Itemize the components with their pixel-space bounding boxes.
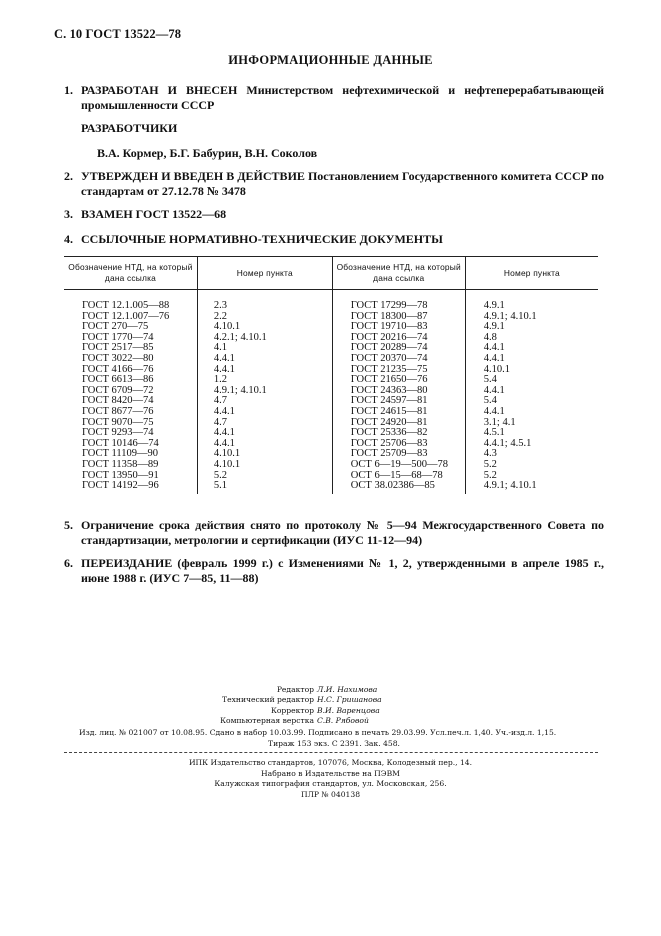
clause-number-left: 4.10.1	[197, 449, 332, 460]
clause-number-right: 5.4	[483, 374, 497, 386]
clause-number-left: 2.2	[197, 312, 332, 323]
clause-number-right: 4.4.1	[483, 405, 505, 417]
ntd-designation-right: ОСТ 38.02386—85	[332, 481, 465, 494]
credit-role: Корректор	[270, 705, 314, 715]
publisher-line: Калужская типография стандартов, ул. Московская, 256.	[214, 779, 447, 789]
section-text: УТВЕРЖДЕН И ВВЕДЕН В ДЕЙСТВИЕ Постановлением Государственного комитета СССР по стандартам от 27.12.78 № 3478	[81, 169, 604, 198]
ntd-designation-left: ГОСТ 10146—74	[82, 437, 159, 449]
clause-number-right: 4.4.1	[483, 384, 505, 396]
credit-person: Л.И. Нахимова	[317, 685, 378, 694]
table-row	[64, 301, 598, 312]
section-number: 3.	[64, 207, 73, 221]
developers-heading: РАЗРАБОТЧИКИ	[81, 121, 178, 135]
header-doc-designation-right: Обозначение НТД, на который дана ссылка	[332, 257, 465, 290]
imprint-block	[64, 728, 604, 750]
clause-number-right: 4.9.1	[483, 321, 505, 333]
credit-line	[0, 695, 661, 705]
publisher-line: ПЛР № 040138	[300, 789, 361, 799]
clause-number-left: 4.2.1; 4.10.1	[197, 333, 332, 344]
publisher-line: ИПК Издательство стандартов, 107076, Москва, Колодезный пер., 14.	[188, 758, 473, 767]
ntd-designation-left: ГОСТ 6709—72	[82, 384, 154, 396]
ntd-designation-left: ГОСТ 8677—76	[82, 405, 154, 417]
credit-role: Компьютерная верстка	[220, 716, 314, 726]
ntd-designation-right: ОСТ 6—15—68—78	[332, 471, 465, 482]
ntd-designation-left: ГОСТ 14192—96	[82, 480, 159, 492]
table-row	[64, 407, 598, 418]
clause-number-left: 4.4.1	[197, 365, 332, 376]
ntd-designation-left: ГОСТ 9070—75	[82, 416, 154, 428]
clause-number-right: 4.4.1	[483, 342, 505, 354]
section-1	[64, 83, 604, 112]
header-clause-number-left: Номер пункта	[197, 257, 332, 290]
section-text: ВЗАМЕН ГОСТ 13522—68	[81, 207, 227, 221]
credit-line	[0, 706, 661, 716]
ntd-designation-right: ГОСТ 25336—82	[332, 428, 465, 439]
clause-number-left: 5.2	[197, 471, 332, 482]
ntd-designation-right: ГОСТ 25709—83	[332, 449, 465, 460]
section-number: 1.	[64, 83, 73, 97]
clause-number-right: 4.9.1; 4.10.1	[483, 480, 537, 492]
ntd-designation-left: ГОСТ 1770—74	[82, 331, 154, 343]
clause-number-right: 4.9.1; 4.10.1	[483, 310, 537, 322]
ntd-designation-right: ГОСТ 20289—74	[332, 343, 465, 354]
table-header-row	[64, 257, 598, 290]
clause-number-right: 4.4.1; 4.5.1	[483, 437, 532, 449]
section-number: 2.	[64, 169, 73, 183]
ntd-designation-right: ГОСТ 25706—83	[332, 439, 465, 450]
ntd-designation-left: ГОСТ 4166—76	[82, 363, 154, 375]
ntd-designation-right: ГОСТ 24920—81	[332, 418, 465, 429]
ntd-designation-left: ГОСТ 13950—91	[82, 469, 159, 481]
clause-number-right: 4.5.1	[483, 427, 505, 439]
clause-number-left: 4.10.1	[197, 322, 332, 333]
table-row	[64, 481, 598, 494]
ntd-designation-left: ГОСТ 11358—89	[82, 458, 159, 470]
ntd-designation-right: ГОСТ 17299—78	[332, 301, 465, 312]
clause-number-left: 5.1	[197, 481, 332, 494]
developers-names: В.А. Кормер, Б.Г. Бабурин, В.Н. Соколов	[97, 146, 318, 160]
ntd-designation-right: ГОСТ 24363—80	[332, 386, 465, 397]
clause-number-left: 4.4.1	[197, 354, 332, 365]
ntd-designation-left: ГОСТ 270—75	[82, 321, 149, 333]
credit-role: Редактор	[276, 685, 314, 694]
credit-role: Технический редактор	[222, 695, 314, 705]
ntd-designation-left: ГОСТ 6613—86	[82, 374, 154, 386]
clause-number-left: 2.3	[197, 301, 332, 312]
ntd-designation-right: ГОСТ 21235—75	[332, 365, 465, 376]
section-text: Ограничение срока действия снято по протоколу № 5—94 Межгосударственного Совета по стандартизации, метрологии и сертификации (ИУС 11-12—94)	[81, 518, 604, 547]
credit-person: С.В. Рябовой	[317, 716, 369, 726]
ntd-designation-right: ГОСТ 20370—74	[332, 354, 465, 365]
imprint-line: Тираж 153 экз. С 2391. Зак. 458.	[268, 738, 400, 748]
ntd-designation-right: ГОСТ 24597—81	[332, 396, 465, 407]
ntd-designation-right: ОСТ 6—19—500—78	[332, 460, 465, 471]
ntd-designation-right: ГОСТ 18300—87	[332, 312, 465, 323]
ntd-designation-left: ГОСТ 12.1.005—88	[82, 300, 170, 311]
ntd-designation-left: ГОСТ 8420—74	[82, 395, 154, 407]
clause-number-left: 4.1	[197, 343, 332, 354]
section-2	[64, 169, 604, 198]
clause-number-left: 4.4.1	[197, 428, 332, 439]
section-3	[64, 207, 604, 222]
clause-number-left: 4.4.1	[197, 407, 332, 418]
clause-number-right: 5.2	[483, 469, 497, 481]
clause-number-left: 1.2	[197, 375, 332, 386]
ntd-designation-left: ГОСТ 9293—74	[82, 427, 154, 439]
section-text: ССЫЛОЧНЫЕ НОРМАТИВНО-ТЕХНИЧЕСКИЕ ДОКУМЕНТЫ	[81, 232, 443, 246]
clause-number-right: 4.10.1	[483, 363, 511, 375]
ntd-designation-right: ГОСТ 21650—76	[332, 375, 465, 386]
ntd-designation-left: ГОСТ 3022—80	[82, 352, 154, 364]
clause-number-right: 4.3	[483, 448, 497, 460]
ntd-designation-right: ГОСТ 24615—81	[332, 407, 465, 418]
header-clause-number-right: Номер пункта	[465, 257, 598, 290]
section-number: 4.	[64, 232, 73, 246]
ntd-designation-left: ГОСТ 2517—85	[82, 342, 154, 354]
ntd-designation-right: ГОСТ 19710—83	[332, 322, 465, 333]
ntd-designation-right: ГОСТ 20216—74	[332, 333, 465, 344]
clause-number-left: 4.4.1	[197, 439, 332, 450]
references-table	[64, 256, 598, 494]
page-header: С. 10 ГОСТ 13522—78	[54, 27, 182, 41]
clause-number-left: 4.9.1; 4.10.1	[197, 386, 332, 397]
section-number: 6.	[64, 556, 73, 570]
table-body	[64, 290, 598, 494]
table-row	[64, 460, 598, 471]
section-text: РАЗРАБОТАН И ВНЕСЕН Министерством нефтехимической и нефтеперерабатывающей промышленности СССР	[81, 83, 604, 112]
credit-line	[0, 716, 661, 726]
publisher-block	[0, 758, 661, 800]
credit-person: В.И. Варенцова	[317, 705, 380, 715]
clause-number-right: 3.1; 4.1	[483, 416, 516, 428]
clause-number-right: 4.4.1	[483, 352, 505, 364]
section-4	[64, 232, 604, 247]
clause-number-right: 4.9.1	[483, 300, 505, 311]
clause-number-left: 4.10.1	[197, 460, 332, 471]
clause-number-right: 5.2	[483, 458, 497, 470]
section-6	[64, 556, 604, 585]
divider	[64, 752, 598, 753]
clause-number-right: 4.8	[483, 331, 497, 343]
ntd-designation-left: ГОСТ 12.1.007—76	[82, 310, 170, 322]
credit-person: Н.С. Гришанова	[317, 695, 382, 705]
section-number: 5.	[64, 518, 73, 532]
clause-number-left: 4.7	[197, 418, 332, 429]
clause-number-right: 5.4	[483, 395, 497, 407]
section-5	[64, 518, 604, 547]
document-title: ИНФОРМАЦИОННЫЕ ДАННЫЕ	[228, 53, 433, 67]
section-text: ПЕРЕИЗДАНИЕ (февраль 1999 г.) с Изменениями № 1, 2, утвержденными в апреле 1985 г., июне 1988 г. (ИУС 7—85, 11—88)	[81, 556, 604, 585]
publisher-line: Набрано в Издательстве на ПЭВМ	[261, 768, 400, 778]
table-row	[64, 354, 598, 365]
credits-block	[0, 685, 661, 727]
imprint-line: Изд. лиц. № 021007 от 10.08.95. Сдано в набор 10.03.99. Подписано в печать 29.03.99. Усл.печ.л. 1,40. Уч.-изд.л. 1,15.	[79, 728, 557, 737]
header-doc-designation-left: Обозначение НТД, на который дана ссылка	[64, 257, 197, 290]
credit-line	[0, 685, 661, 695]
clause-number-left: 4.7	[197, 396, 332, 407]
ntd-designation-left: ГОСТ 11109—90	[82, 448, 159, 460]
